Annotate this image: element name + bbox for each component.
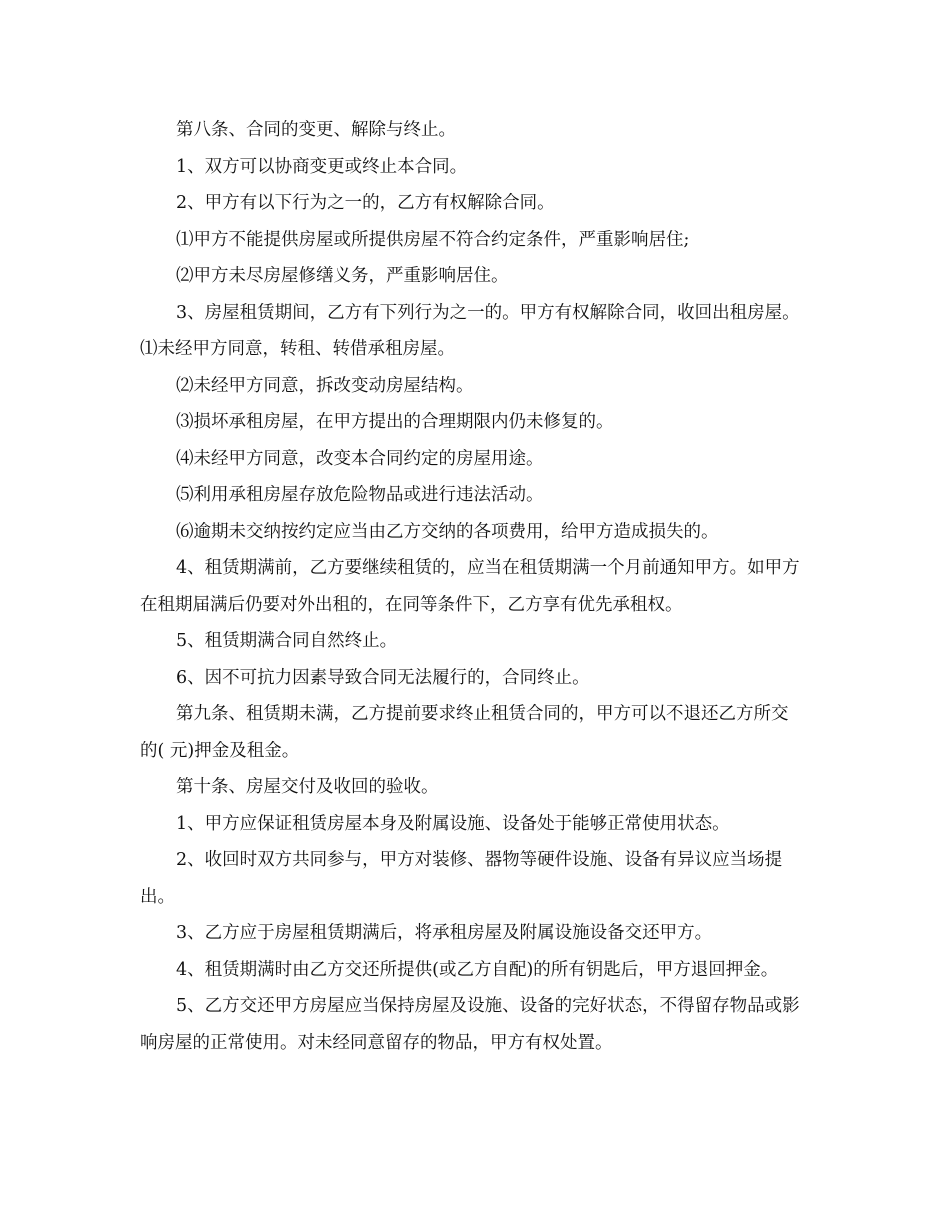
document-body: [140, 112, 805, 1061]
article-8-clause-2-item-2: ⑵甲方未尽房屋修缮义务，严重影响居住。: [176, 266, 509, 286]
article-8-clause-3-item-2: ⑵未经甲方同意，拆改变动房屋结构。: [176, 375, 474, 396]
article-8-clause-6: 6、因不可抗力因素导致合同无法履行的，合同终止。: [176, 667, 590, 688]
article-8-heading: 第八条、合同的变更、解除与终止。: [176, 120, 456, 140]
article-8-clause-1: 1、双方可以协商变更或终止本合同。: [176, 156, 468, 177]
article-8-clause-3-item-6: ⑹逾期未交纳按约定应当由乙方交纳的各项费用，给甲方造成损失的。: [176, 521, 719, 542]
article-8-clause-3-item-3: ⑶损坏承租房屋，在甲方提出的合理期限内仍未修复的。: [176, 412, 614, 432]
article-10-clause-4: 4、租赁期满时由乙方交还所提供(或乙方自配)的所有钥匙后，甲方退回押金。: [176, 959, 779, 980]
article-8-clause-3: 3、房屋租赁期间，乙方有下列行为之一的。甲方有权解除合同，收回出租房屋。⑴未经甲方同意，转租、转借承租房屋。: [140, 302, 800, 359]
article-10-clause-2: 2、收回时双方共同参与，甲方对装修、器物等硬件设施、设备有异议应当场提出。: [140, 850, 783, 907]
article-10-clause-1: 1、甲方应保证租赁房屋本身及附属设施、设备处于能够正常使用状态。: [176, 813, 730, 834]
article-9: 第九条、租赁期未满，乙方提前要求终止租赁合同的，甲方可以不退还乙方所交的( 元)押金及租金。: [140, 704, 789, 761]
article-8-clause-2-item-1: ⑴甲方不能提供房屋或所提供房屋不符合约定条件，严重影响居住;: [176, 229, 690, 250]
article-8-clause-3-item-4: ⑷未经甲方同意，改变本合同约定的房屋用途。: [176, 448, 544, 469]
article-8-clause-4: 4、租赁期满前，乙方要继续租赁的，应当在租赁期满一个月前通知甲方。如甲方在租期届满后仍要对外出租的，在同等条件下，乙方享有优先承租权。: [140, 558, 800, 615]
article-10-clause-5: 5、乙方交还甲方房屋应当保持房屋及设施、设备的完好状态，不得留存物品或影响房屋的正常使用。对未经同意留存的物品，甲方有权处置。: [140, 996, 800, 1053]
article-10-clause-3: 3、乙方应于房屋租赁期满后，将承租房屋及附属设施设备交还甲方。: [176, 923, 713, 943]
article-8-clause-2: 2、甲方有以下行为之一的，乙方有权解除合同。: [176, 193, 555, 213]
article-10-heading: 第十条、房屋交付及收回的验收。: [176, 777, 439, 797]
article-8-clause-5: 5、租赁期满合同自然终止。: [176, 631, 398, 651]
article-8-clause-3-item-5: ⑸利用承租房屋存放危险物品或进行违法活动。: [176, 485, 544, 505]
